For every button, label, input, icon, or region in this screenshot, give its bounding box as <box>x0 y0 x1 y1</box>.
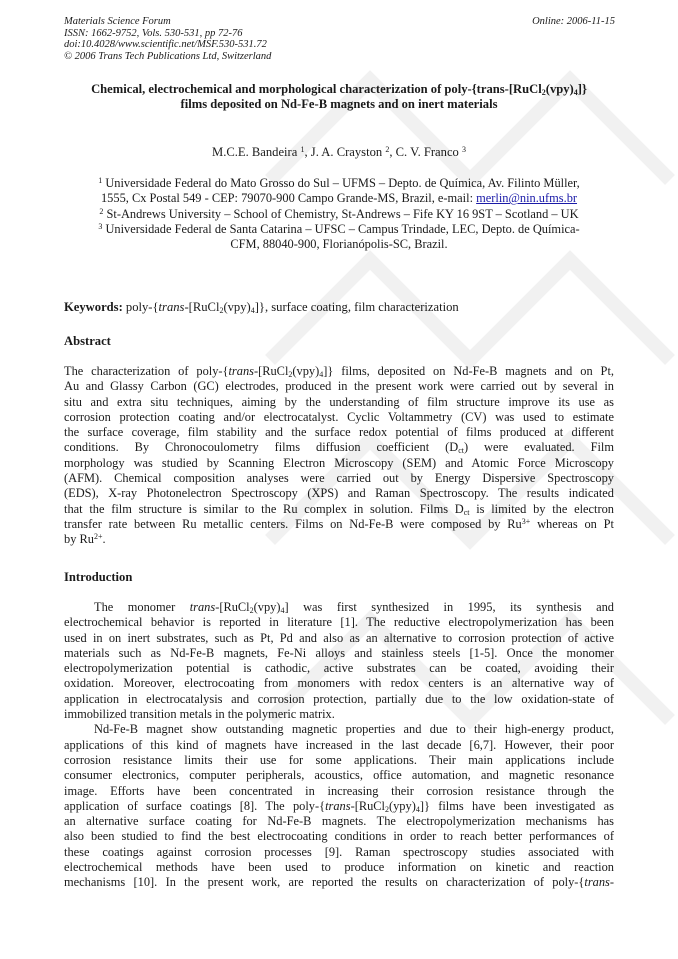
introduction-body: The monomer trans-$[RuCl_2(vpy)_4]$ was first synthesized in 1995, its synthesis and electrochemical behavior is reported in literature [1]. The reductive electropolymerization has been used in on inert substrates, such as Pt, Pd and also as an alternative to corrosion protection of active materials such as Nd-Fe-B magnets, Fe-Ni alloys and stainless steels [1-5]. Once the monomer electropolymerization potential is cathodic, active substrates can be coated, avoiding their oxidation. Moreover, electrocoating from monomers with redox centers is an alternative way of application in electrocatalysis and corrosion protection, partially due to the low oxidation-state of immobilized transition metals in the polymeric matrix. Nd-Fe-B magnet show outstanding magnetic properties and due to their high-energy product, applications of this kind of magnets have increased in the last decade [6,7]. However, their poor corrosion resistance limits their use for some applications. Their main applications include consumer electronics, computer peripherals, acoustics, office automation, and magnetic resonance image. Efforts have been concentrated in increasing their corrosion resistance through the application of surface coatings [8]. The poly-$\{trans-[RuCl_2(ypy)_4]\}$ films have been investigated as an alternative surface coating for Nd-Fe-B magnets. The electropolymerization mechanisms has also been studied to find the best electrocoating conditions in order to reach better performances of these coatings against corrosion processes [9]. Raman spectroscopy studies associated with electrochemical methods have been used to produce information on kinetic and reaction mechanisms [10]. In the present work, are reported the results on characterization of poly-{trans- <box>64 600 615 890</box>
keywords: Keywords: poly-$\{trans-[RuCl_2(vpy)_4]\}$, surface coating, film characterization <box>64 300 459 315</box>
author-list: M.C.E. Bandeira $^1$, J. A. Crayston $^2$, C. V. Franco $^3$ <box>212 145 466 159</box>
paper-title: Chemical, electrochemical and morphological characterization of poly-$\{trans-[RuCl_2(vpy)_4]\}$ films deposited on Nd-Fe-B magnets and on inert materials <box>91 82 587 111</box>
abstract-body: The characterization of poly-$\{trans-[RuCl_2(vpy)_4]\}$ films, deposited on Nd-Fe-B magnets and on Pt, Au and Glassy Carbon (GC) electrodes, produced in the present work were carried out by several in situ and extra situ techniques, aiming by the understanding of film structure improve its use as corrosion protection coating and/or electrocatalyst. Cyclic Voltammetry (CV) was used to estimate the surface coverage, film stability and the surface redox potential of films produced at different conditions. By Chronocoulometry films diffusion coefficient $(D_{ct})$ were evaluated. Film morphology was studied by Scanning Electron Microscopy (SEM) and Atomic Force Microscopy (AFM). Chemical composition analyses were carried out by Energy Dispersive Spectroscopy (EDS), X-ray Photonelectron Spectroscopy (XPS) and Raman Spectroscopy. The results indicated that the film structure is similar to the Ru complex in solution. Films $D_{ct}$ is limited by the electron transfer rate between Ru metallic centers. Films on Nd-Fe-B were composed by $Ru^{3+}$ whereas on Pt by $Ru^{2+}$. <box>64 364 614 547</box>
affiliations: $^1$ Universidade Federal do Mato Grosso do Sul – UFMS – Depto. de Química, Av. Filinto Müller, 1555, Cx Postal 549 - CEP: 79070-900 Campo Grande-MS, Brazil, e-mail: merlin@nin.ufms.br $^2$ St-Andrews University – School of Chemistry, St-Andrews – Fife KY 16 9ST – Scotland – UK $^3$ Universidade Federal de Santa Catarina – UFSC – Campus Trindade, LEC, Depto. de Química- CFM, 88040-900, Florianópolis-SC, Brazil. <box>98 176 580 252</box>
doi-line: doi:10.4028/www.scientific.net/MSF.530-531.72 <box>64 39 267 51</box>
journal-name: Materials Science Forum <box>64 16 171 27</box>
email-link[interactable]: merlin@nin.ufms.br <box>476 191 578 206</box>
journal-header <box>64 16 271 62</box>
abstract-heading: Abstract <box>64 334 111 348</box>
online-date: Online: 2006-11-15 <box>532 16 615 27</box>
copyright-line: © 2006 Trans Tech Publications Ltd, Switzerland <box>64 50 272 62</box>
issn-line: ISSN: 1662-9752, Vols. 530-531, pp 72-76 <box>64 27 243 39</box>
introduction-heading: Introduction <box>64 570 133 584</box>
